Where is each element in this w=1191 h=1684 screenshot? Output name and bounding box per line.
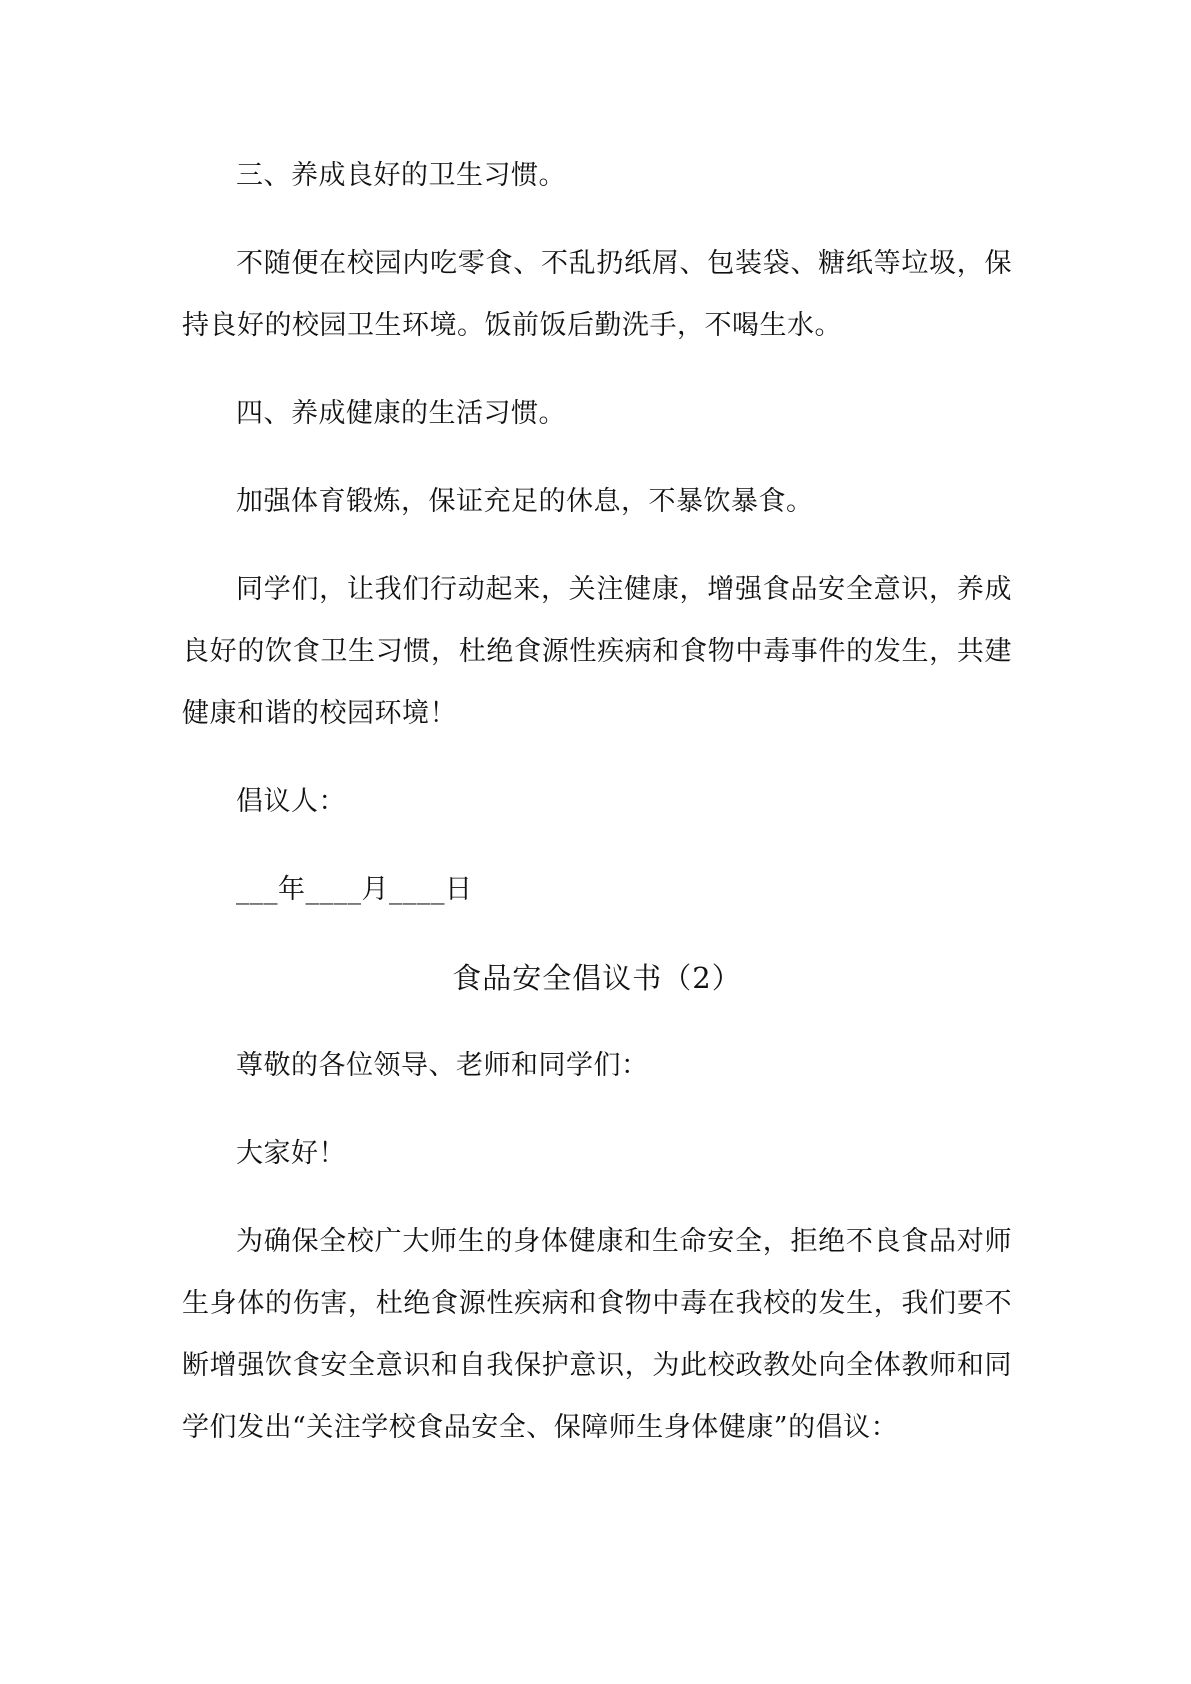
signature-line: 倡议人： [236, 786, 346, 817]
section3-body: 不随便在校园内吃零食、不乱扔纸屑、包装袋、糖纸等垃圾，保持良好的校园卫生环境。饭前饭后勤洗手，不喝生水。 [182, 248, 1012, 341]
document-content [182, 145, 1012, 1459]
section4-body: 加强体育锻炼，保证充足的休息，不暴饮暴食。 [236, 486, 814, 517]
date-line: ___年____月____日 [236, 874, 473, 905]
closing-paragraph: 同学们，让我们行动起来，关注健康，增强食品安全意识，养成良好的饮食卫生习惯，杜绝食源性疾病和食物中毒事件的发生，共建健康和谐的校园环境！ [182, 574, 1012, 729]
salutation: 尊敬的各位领导、老师和同学们： [236, 1050, 649, 1081]
second-letter-title: 食品安全倡议书（2） [452, 961, 742, 995]
greeting: 大家好！ [236, 1138, 346, 1169]
section3-heading: 三、养成良好的卫生习惯。 [236, 160, 566, 191]
section4-heading: 四、养成健康的生活习惯。 [236, 398, 566, 429]
intro-paragraph: 为确保全校广大师生的身体健康和生命安全，拒绝不良食品对师生身体的伤害，杜绝食源性疾病和食物中毒在我校的发生，我们要不断增强饮食安全意识和自我保护意识，为此校政教处向全体教师和同学们发出“关注学校食品安全、保障师生身体健康”的倡议： [182, 1226, 1012, 1443]
